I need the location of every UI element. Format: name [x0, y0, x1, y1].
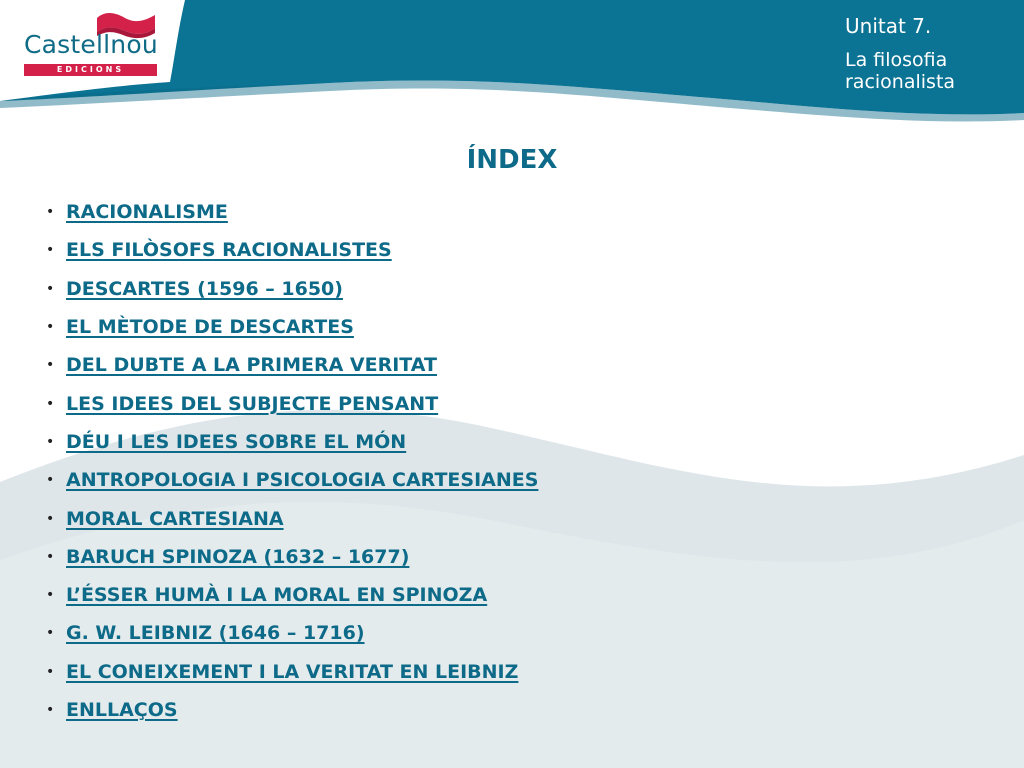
toc-link-antropologia-psicologia[interactable]: ANTROPOLOGIA I PSICOLOGIA CARTESIANES — [66, 469, 539, 492]
toc-link-deu-idees-mon[interactable]: DÉU I LES IDEES SOBRE EL MÓN — [66, 430, 407, 453]
bullet-icon: • — [46, 702, 55, 718]
table-of-contents — [46, 193, 538, 729]
bullet-icon: • — [46, 510, 55, 527]
bullet-icon: • — [46, 395, 55, 412]
bullet-icon: • — [46, 204, 55, 221]
bullet-icon: • — [46, 280, 55, 297]
bullet-icon: • — [46, 472, 55, 489]
toc-link-metode-descartes[interactable]: EL MÈTODE DE DESCARTES — [66, 316, 354, 339]
toc-item — [46, 423, 538, 461]
unit-subtitle: La filosofia racionalista — [845, 49, 956, 93]
bullet-icon: • — [46, 625, 55, 642]
toc-link-dubte-primera-veritat[interactable]: DEL DUBTE A LA PRIMERA VERITAT — [66, 354, 437, 377]
toc-item — [46, 653, 538, 691]
toc-item — [46, 691, 538, 729]
castellnou-logo — [24, 10, 160, 76]
toc-link-baruch-spinoza[interactable]: BARUCH SPINOZA (1632 – 1677) — [66, 545, 410, 568]
bullet-icon: • — [46, 548, 55, 565]
toc-link-descartes[interactable]: DESCARTES (1596 – 1650) — [66, 277, 343, 300]
toc-item — [46, 231, 538, 269]
toc-item — [46, 270, 538, 308]
logo-wordmark: Castellnou — [24, 30, 158, 59]
toc-item — [46, 384, 538, 422]
toc-link-racionalisme[interactable]: RACIONALISME — [66, 201, 228, 224]
bullet-icon: • — [46, 587, 55, 604]
bullet-icon: • — [46, 242, 55, 259]
toc-item — [46, 346, 538, 384]
toc-item — [46, 499, 538, 537]
unit-title: Unitat 7. — [845, 14, 932, 38]
toc-link-moral-cartesiana[interactable]: MORAL CARTESIANA — [66, 507, 284, 530]
toc-item — [46, 193, 538, 231]
logo-subtitle: EDICIONS — [24, 64, 157, 76]
unit-heading — [845, 13, 1015, 93]
toc-item — [46, 614, 538, 652]
toc-item — [46, 308, 538, 346]
toc-link-esser-huma-spinoza[interactable]: L’ÉSSER HUMÀ I LA MORAL EN SPINOZA — [66, 584, 488, 607]
toc-link-enllacos[interactable]: ENLLAÇOS — [66, 699, 178, 721]
toc-item — [46, 461, 538, 499]
toc-link-leibniz[interactable]: G. W. LEIBNIZ (1646 – 1716) — [66, 622, 365, 645]
bullet-icon: • — [46, 319, 55, 336]
toc-link-coneixement-veritat-leibniz[interactable]: EL CONEIXEMENT I LA VERITAT EN LEIBNIZ — [66, 660, 519, 683]
bullet-icon: • — [46, 663, 55, 680]
toc-item — [46, 538, 538, 576]
bullet-icon: • — [46, 433, 55, 450]
bullet-icon: • — [46, 357, 55, 374]
toc-item — [46, 576, 538, 614]
toc-link-idees-subjecte-pensant[interactable]: LES IDEES DEL SUBJECTE PENSANT — [66, 392, 439, 415]
toc-link-filosofs-racionalistes[interactable]: ELS FILÒSOFS RACIONALISTES — [66, 239, 392, 262]
index-title: ÍNDEX — [466, 145, 558, 175]
